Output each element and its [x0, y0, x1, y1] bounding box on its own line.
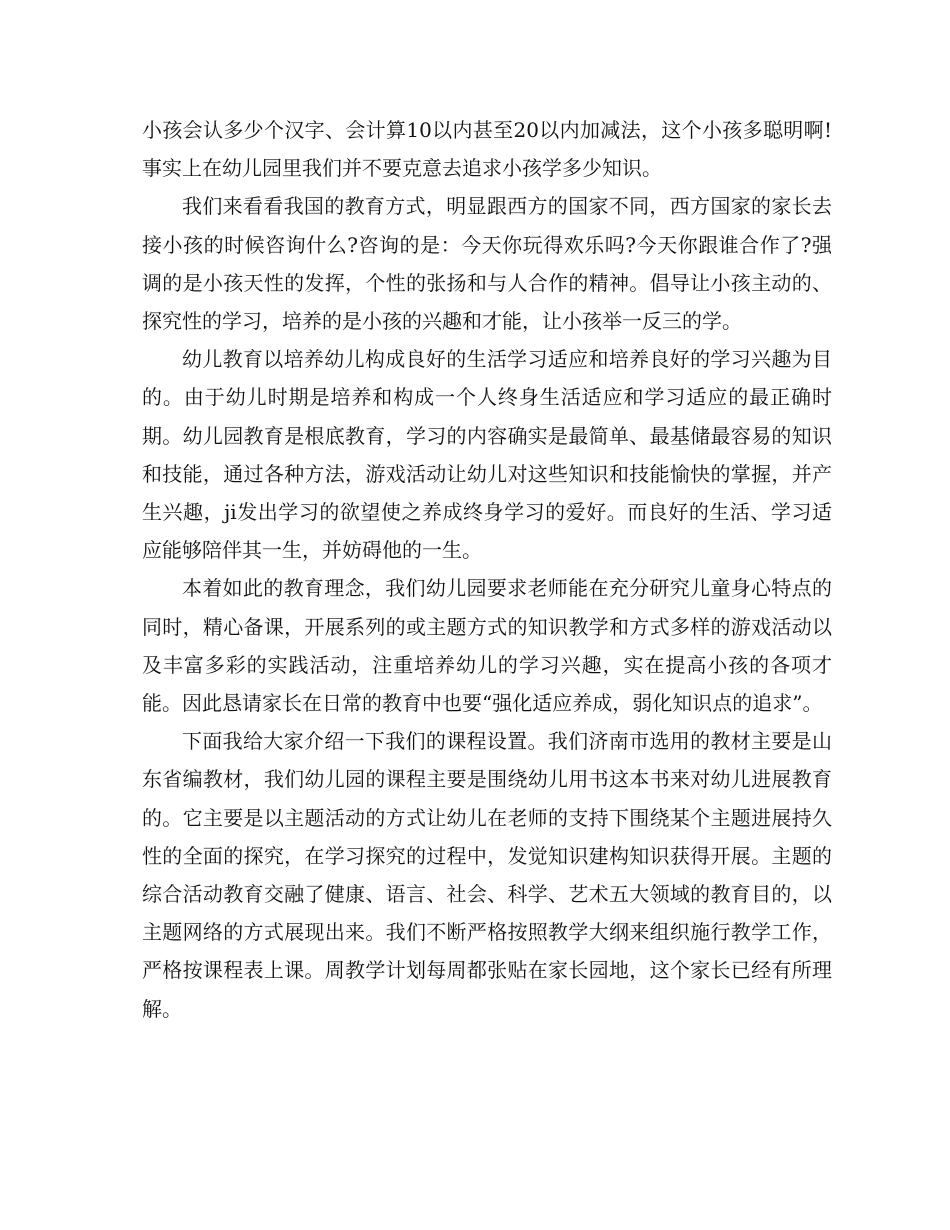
paragraph-2: 我们来看看我国的教育方式，明显跟西方的国家不同，西方国家的家长去接小孩的时候咨询什么?咨询的是：今天你玩得欢乐吗?今天你跟谁合作了?强调的是小孩天性的发挥，个性的张扬和与人合作的精神。倡导让小孩主动的、探究性的学习，培养的是小孩的兴趣和才能，让小孩举一反三的学。 [142, 194, 832, 334]
document-body [142, 111, 832, 1028]
paragraph-4: 本着如此的教育理念，我们幼儿园要求老师能在充分研究儿童身心特点的同时，精心备课，开展系列的或主题方式的知识教学和方式多样的游戏活动以及丰富多彩的实践活动，注重培养幼儿的学习兴趣，实在提高小孩的各项才能。因此恳请家长在日常的教育中也要“强化适应养成，弱化知识点的追求”。 [142, 576, 832, 716]
paragraph-5: 下面我给大家介绍一下我们的课程设置。我们济南市选用的教材主要是山东省编教材，我们幼儿园的课程主要是围绕幼儿用书这本书来对幼儿进展教育的。它主要是以主题活动的方式让幼儿在老师的支持下围绕某个主题进展持久性的全面的探究，在学习探究的过程中，发觉知识建构知识获得开展。主题的综合活动教育交融了健康、语言、社会、科学、艺术五大领域的教育目的，以主题网络的方式展现出来。我们不断严格按照教学大纲来组织施行教学工作，严格按课程表上课。周教学计划每周都张贴在家长园地，这个家长已经有所理解。 [142, 729, 832, 1021]
paragraph-3: 幼儿教育以培养幼儿构成良好的生活学习适应和培养良好的学习兴趣为目的。由于幼儿时期是培养和构成一个人终身生活适应和学习适应的最正确时期。幼儿园教育是根底教育，学习的内容确实是最简单、最基储最容易的知识和技能，通过各种方法，游戏活动让幼儿对这些知识和技能愉快的掌握，并产生兴趣，ji发出学习的欲望使之养成终身学习的爱好。而良好的生活、学习适应能够陪伴其一生，并妨碍他的一生。 [142, 347, 832, 563]
paragraph-1: 小孩会认多少个汉字、会计算10以内甚至20以内加减法，这个小孩多聪明啊!事实上在幼儿园里我们并不要克意去追求小孩学多少知识。 [142, 118, 832, 181]
